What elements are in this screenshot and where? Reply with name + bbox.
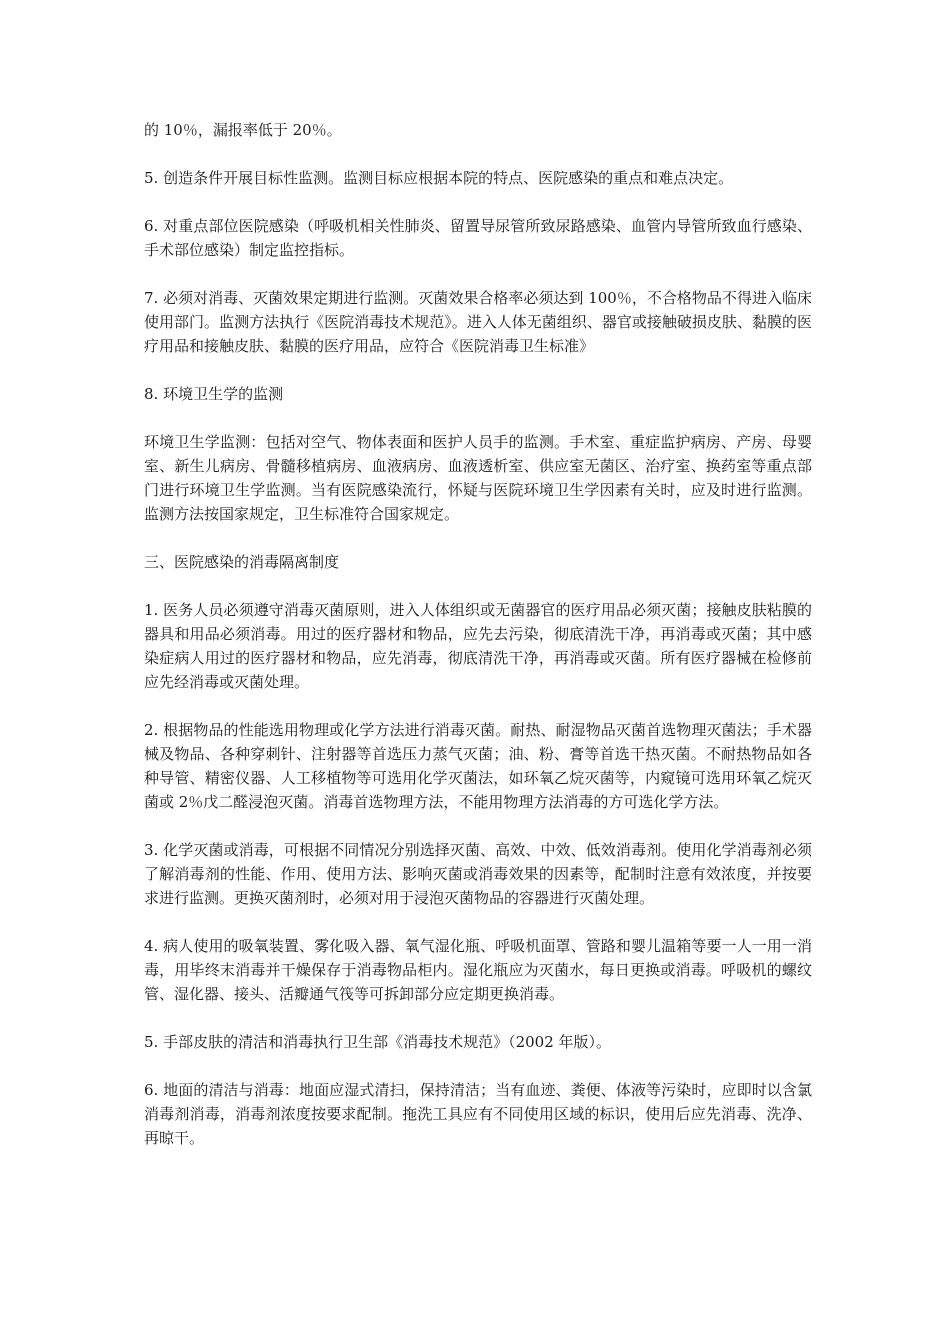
paragraph-item-8-heading: 8. 环境卫生学的监测	[144, 385, 284, 403]
document-page	[144, 118, 812, 1174]
paragraph-disinfection-item-3: 3. 化学灭菌或消毒，可根据不同情况分别选择灭菌、高效、中效、低效消毒剂。使用化学消毒剂必须了解消毒剂的性能、作用、使用方法、影响灭菌或消毒效果的因素等，配制时注意有效浓度，并按要求进行监测。更换灭菌剂时，必须对用于浸泡灭菌物品的容器进行灭菌处理。	[144, 841, 812, 907]
paragraph-item-7-sterilization-monitoring: 7. 必须对消毒、灭菌效果定期进行监测。灭菌效果合格率必须达到 100％，不合格物品不得进入临床使用部门。监测方法执行《医院消毒技术规范》。进入人体无菌组织、器官或接触破损皮肤、黏膜的医疗用品和接触皮肤、黏膜的医疗用品，应符合《医院消毒卫生标准》	[144, 289, 812, 355]
paragraph-rate-tail: 的 10％，漏报率低于 20％。	[144, 121, 342, 139]
paragraph-disinfection-item-4: 4. 病人使用的吸氧装置、雾化吸入器、氧气湿化瓶、呼吸机面罩、管路和婴儿温箱等要一人一用一消毒，用毕终末消毒并干燥保存于消毒物品柜内。湿化瓶应为灭菌水，每日更换或消毒。呼吸机的螺纹管、湿化器、接头、活瓣通气筏等可拆卸部分应定期更换消毒。	[144, 937, 812, 1003]
paragraph-disinfection-item-5: 5. 手部皮肤的清洁和消毒执行卫生部《消毒技术规范》（2002 年版）。	[144, 1033, 612, 1051]
paragraph-item-6-key-site-infection: 6. 对重点部位医院感染（呼吸机相关性肺炎、留置导尿管所致尿路感染、血管内导管所致血行感染、手术部位感染）制定监控指标。	[144, 217, 812, 259]
paragraph-disinfection-item-6: 6. 地面的清洁与消毒：地面应湿式清扫，保持清洁；当有血迹、粪便、体液等污染时，应即时以含氯消毒剂消毒，消毒剂浓度按要求配制。拖洗工具应有不同使用区域的标识，使用后应先消毒、洗净、再晾干。	[144, 1081, 812, 1147]
paragraph-disinfection-item-1: 1. 医务人员必须遵守消毒灭菌原则，进入人体组织或无菌器官的医疗用品必须灭菌；接触皮肤粘膜的器具和用品必须消毒。用过的医疗器材和物品，应先去污染，彻底清洗干净，再消毒或灭菌；其中感染症病人用过的医疗器材和物品，应先消毒，彻底清洗干净，再消毒或灭菌。所有医疗器械在检修前应先经消毒或灭菌处理。	[144, 601, 812, 691]
paragraph-disinfection-item-2: 2. 根据物品的性能选用物理或化学方法进行消毒灭菌。耐热、耐湿物品灭菌首选物理灭菌法；手术器械及物品、各种穿刺针、注射器等首选压力蒸气灭菌；油、粉、膏等首选干热灭菌。不耐热物品如各种导管、精密仪器、人工移植物等可选用化学灭菌法，如环氧乙烷灭菌等，内窥镜可选用环氧乙烷灭菌或 2％戊二醛浸泡灭菌。消毒首选物理方法，不能用物理方法消毒的方可选化学方法。	[144, 721, 812, 811]
section-heading-3: 三、医院感染的消毒隔离制度	[144, 553, 340, 571]
paragraph-environment-monitoring: 环境卫生学监测：包括对空气、物体表面和医护人员手的监测。手术室、重症监护病房、产房、母婴室、新生儿病房、骨髓移植病房、血液病房、血液透析室、供应室无菌区、治疗室、换药室等重点部门进行环境卫生学监测。当有医院感染流行，怀疑与医院环境卫生学因素有关时，应及时进行监测。监测方法按国家规定，卫生标准符合国家规定。	[144, 433, 812, 523]
paragraph-item-5-target-monitoring: 5. 创造条件开展目标性监测。监测目标应根据本院的特点、医院感染的重点和难点决定。	[144, 169, 734, 187]
